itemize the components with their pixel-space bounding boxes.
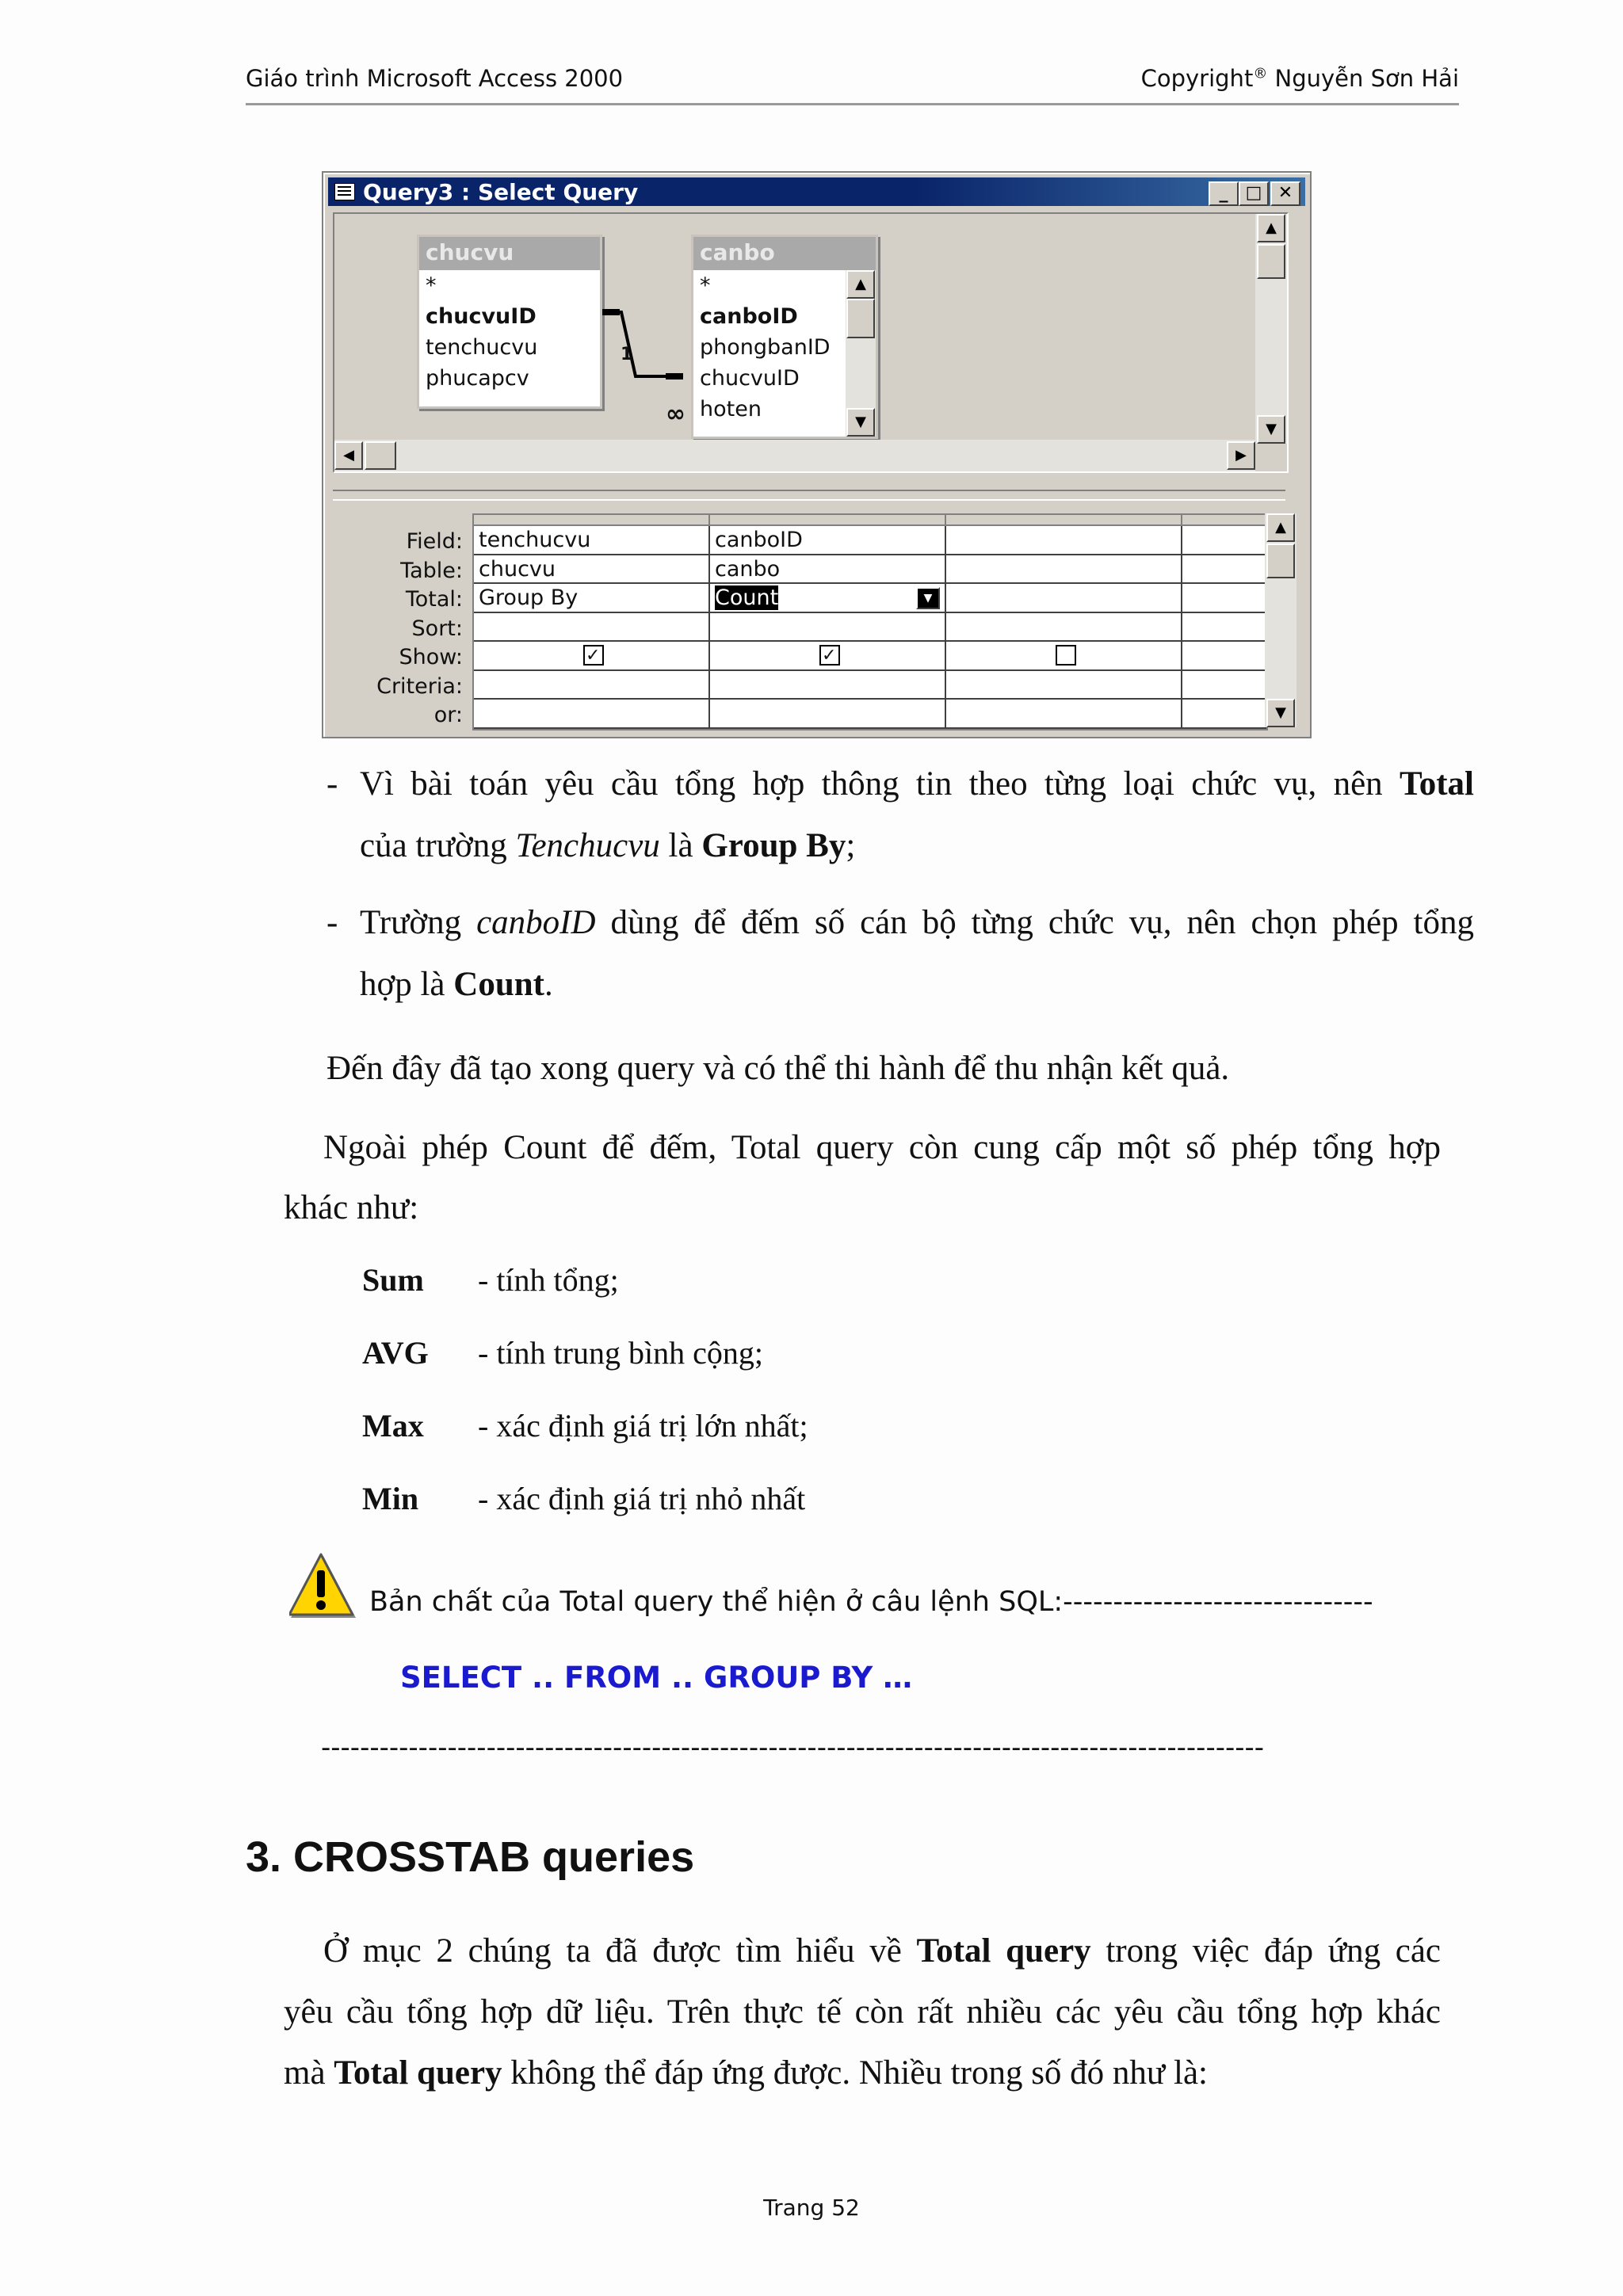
grid-cell-field[interactable]: canboID: [710, 526, 946, 555]
aggregate-desc: - xác định giá trị lớn nhất;: [478, 1408, 808, 1444]
window-titlebar[interactable]: [328, 177, 1305, 206]
para-bold: Total query: [334, 2054, 502, 2092]
aggregate-avg: [362, 1334, 763, 1371]
paragraph-2-line-1: Ngoài phép Count để đếm, Total query còn cung cấp một số phép tổng hợp: [323, 1129, 1441, 1166]
grid-cell-field[interactable]: [946, 526, 1182, 555]
column-selector[interactable]: [946, 515, 1182, 526]
table-list-canbo[interactable]: [691, 235, 878, 439]
grid-cell-show[interactable]: [474, 642, 710, 671]
separator-line: -------------------------------------------------------------------------------------------------: [321, 1732, 1265, 1764]
aggregate-desc: - tính trung bình cộng;: [478, 1335, 763, 1371]
grid-cell-table[interactable]: chucvu: [474, 555, 710, 585]
para-bold: Total query: [916, 1932, 1091, 1970]
bullet-1-line-2: [360, 826, 855, 865]
table-pane: [333, 212, 1289, 473]
row-label-or: or:: [433, 703, 463, 727]
grid-cell-table[interactable]: [946, 555, 1182, 585]
grid-cell-criteria[interactable]: [946, 671, 1182, 700]
scroll-right-arrow-icon[interactable]: ▶: [1227, 441, 1255, 470]
grid-cell-sort[interactable]: [946, 613, 1182, 643]
total-count-value[interactable]: Count: [715, 585, 779, 610]
bullet-text: Vì bài toán yêu cầu tổng hợp thông tin theo từng loại chức vụ, nên: [360, 765, 1400, 803]
para-text: trong việc đáp ứng các: [1090, 1932, 1442, 1970]
grid-cell-or[interactable]: [1182, 700, 1266, 729]
section-para-line-3: [284, 2042, 1208, 2104]
aggregate-name: Min: [362, 1481, 419, 1516]
field-item[interactable]: canboID: [700, 304, 798, 329]
pane-splitter[interactable]: [333, 490, 1285, 501]
page-number: Trang 52: [763, 2195, 860, 2221]
scroll-thumb[interactable]: [1257, 244, 1285, 279]
aggregate-max: [362, 1407, 808, 1444]
column-selector[interactable]: [710, 515, 946, 526]
bullet-bold: Group By: [701, 827, 846, 864]
grid-cell-show[interactable]: [710, 642, 946, 671]
registered-mark: ®: [1253, 65, 1268, 82]
row-label-field: Field:: [406, 529, 463, 554]
grid-cell-sort[interactable]: [474, 613, 710, 643]
grid-cell-or[interactable]: [710, 700, 946, 729]
scroll-thumb[interactable]: [1266, 543, 1295, 578]
bullet-text: hợp là: [360, 966, 454, 1003]
field-item[interactable]: chucvuID: [426, 304, 537, 329]
bullet-text: của trường: [360, 827, 516, 864]
grid-cell-total[interactable]: Group By: [474, 584, 710, 613]
grid-cell-or[interactable]: [946, 700, 1182, 729]
maximize-button[interactable]: □: [1239, 181, 1269, 206]
checkbox-icon[interactable]: [819, 645, 840, 666]
row-label-sort: Sort:: [411, 616, 463, 641]
grid-cell-criteria[interactable]: [710, 671, 946, 700]
bullet-italic: Tenchucvu: [515, 827, 660, 864]
bullet-dash: -: [327, 765, 338, 803]
page-header: [246, 62, 1459, 105]
sql-statement: SELECT .. FROM .. GROUP BY …: [400, 1661, 913, 1695]
grid-cell-total-selected[interactable]: [710, 584, 946, 613]
aggregate-name: Max: [362, 1408, 424, 1444]
aggregate-name: Sum: [362, 1262, 424, 1298]
scroll-thumb[interactable]: [365, 441, 396, 470]
grid-cell-show[interactable]: [946, 642, 1182, 671]
relation-many-label: ∞: [666, 400, 685, 428]
row-label-show: Show:: [399, 645, 463, 669]
scroll-down-arrow-icon[interactable]: ▼: [1257, 415, 1285, 444]
section-para-line-1: [323, 1920, 1441, 1982]
row-label-total: Total:: [405, 587, 463, 612]
bullet-bold: Total: [1400, 765, 1474, 803]
scroll-up-arrow-icon[interactable]: ▲: [1257, 214, 1285, 242]
aggregate-sum: [362, 1261, 619, 1299]
scroll-up-arrow-icon[interactable]: ▲: [1266, 513, 1295, 542]
aggregate-min: [362, 1480, 805, 1517]
grid-cell-criteria[interactable]: [1182, 671, 1266, 700]
field-item[interactable]: hoten: [700, 397, 762, 421]
table-caption[interactable]: canbo: [693, 237, 876, 270]
scroll-left-arrow-icon[interactable]: ◀: [334, 441, 363, 470]
row-label-criteria: Criteria:: [376, 673, 463, 699]
upper-vertical-scrollbar[interactable]: [1255, 214, 1287, 444]
relation-one-label: 1: [621, 345, 633, 364]
scroll-thumb[interactable]: [846, 299, 875, 338]
author-name: Nguyễn Sơn Hải: [1267, 65, 1459, 92]
grid-vertical-scrollbar[interactable]: [1265, 513, 1296, 727]
field-item[interactable]: phongbanID: [700, 335, 831, 360]
bullet-text: dùng để đếm số cán bộ từng chức vụ, nên chọn phép tổng: [595, 904, 1474, 941]
warning-icon: [289, 1553, 357, 1623]
grid-cell-criteria[interactable]: [474, 671, 710, 700]
grid-cell-sort[interactable]: [710, 613, 946, 643]
table-caption[interactable]: chucvu: [419, 237, 600, 270]
row-labels: [333, 528, 463, 730]
bullet-bold: Count: [453, 966, 544, 1003]
header-copyright: [1141, 65, 1459, 92]
aggregate-desc: - tính tổng;: [478, 1262, 619, 1298]
checkbox-icon[interactable]: [1056, 645, 1076, 666]
bullet-text: ;: [846, 827, 856, 864]
checkbox-icon[interactable]: [583, 645, 604, 666]
para-text: Ở mục 2 chúng ta đã được tìm hiểu về: [323, 1932, 917, 1970]
grid-cell-total[interactable]: [946, 584, 1182, 613]
column-selector[interactable]: [474, 515, 710, 526]
bullet-text: .: [544, 966, 553, 1003]
grid-cell-sort[interactable]: [1182, 613, 1266, 643]
aggregate-name: AVG: [362, 1335, 429, 1371]
section-heading: 3. CROSSTAB queries: [246, 1833, 695, 1881]
bullet-2-line-1: [360, 903, 1474, 942]
scroll-down-arrow-icon[interactable]: ▼: [846, 408, 875, 437]
field-item[interactable]: tenchucvu: [426, 335, 538, 360]
field-item[interactable]: chucvuID: [700, 366, 800, 391]
grid-cell-table[interactable]: [1182, 555, 1266, 585]
grid-cell-or[interactable]: [474, 700, 710, 729]
grid-cell-table[interactable]: canbo: [710, 555, 946, 585]
bullet-2-line-2: [360, 965, 553, 1004]
sql-note: Bản chất của Total query thể hiện ở câu lệnh SQL:-------------------------------: [369, 1586, 1373, 1618]
scroll-up-arrow-icon[interactable]: ▲: [846, 270, 875, 299]
field-item[interactable]: phucapcv: [426, 366, 529, 391]
query-icon: [334, 183, 355, 200]
bullet-text: là: [659, 827, 702, 864]
scroll-down-arrow-icon[interactable]: ▼: [1266, 699, 1295, 727]
grid-cell-total[interactable]: [1182, 584, 1266, 613]
paragraph-1: Đến đây đã tạo xong query và có thể thi hành để thu nhận kết quả.: [327, 1050, 1230, 1087]
design-grid: [333, 513, 1300, 727]
dropdown-arrow-icon[interactable]: ▼: [916, 587, 940, 609]
bullet-1-line-1: [360, 765, 1474, 803]
header-title: Giáo trình Microsoft Access 2000: [246, 65, 624, 92]
minimize-button[interactable]: _: [1209, 181, 1239, 206]
close-button[interactable]: ✕: [1270, 181, 1300, 206]
grid-columns: [472, 513, 1268, 730]
grid-cell-field[interactable]: [1182, 526, 1266, 555]
query-window: [322, 171, 1312, 738]
bullet-text: Trường: [360, 904, 477, 941]
grid-cell-field[interactable]: tenchucvu: [474, 526, 710, 555]
paragraph-2-line-2: khác như:: [284, 1189, 419, 1226]
bullet-dash: -: [327, 904, 338, 941]
aggregate-desc: - xác định giá trị nhỏ nhất: [478, 1481, 806, 1516]
row-label-table: Table:: [400, 558, 463, 583]
copyright-word: Copyright: [1140, 65, 1254, 92]
field-item[interactable]: *: [426, 273, 437, 298]
upper-horizontal-scrollbar[interactable]: [334, 440, 1255, 471]
grid-cell-show[interactable]: [1182, 642, 1266, 671]
para-text: mà: [284, 2054, 334, 2092]
column-selector[interactable]: [1182, 515, 1266, 526]
para-text: không thể đáp ứng được. Nhiều trong số đó như là:: [502, 2054, 1208, 2092]
table-scrollbar[interactable]: [846, 270, 876, 437]
bullet-italic: canboID: [476, 904, 596, 941]
field-item[interactable]: *: [700, 273, 711, 298]
window-title: Query3 : Select Query: [363, 179, 639, 205]
section-para-line-2: yêu cầu tổng hợp dữ liệu. Trên thực tế còn rất nhiều các yêu cầu tổng hợp khác: [284, 1993, 1441, 2031]
